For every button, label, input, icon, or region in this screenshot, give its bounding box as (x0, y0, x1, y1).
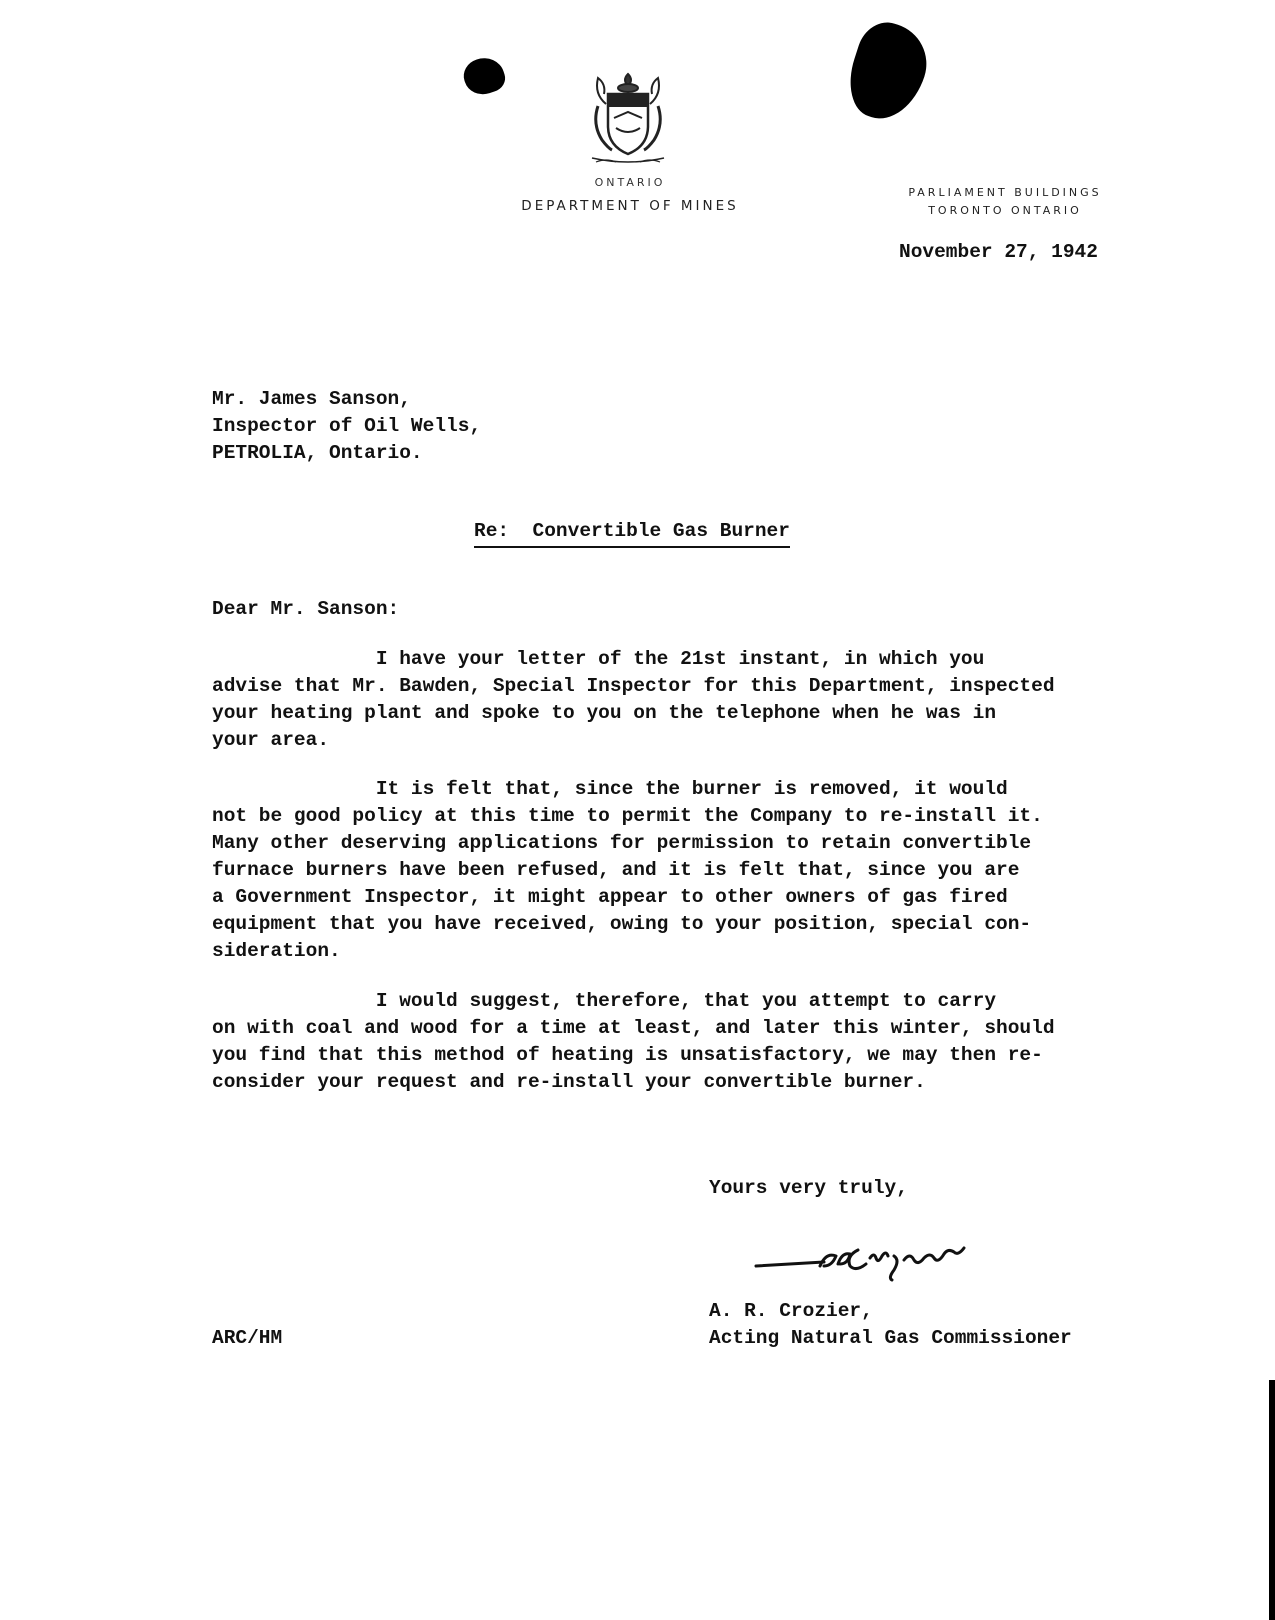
paragraph-1 (212, 646, 1055, 754)
handwritten-signature (754, 1238, 990, 1282)
recipient-line: PETROLIA, Ontario. (212, 442, 423, 464)
ontario-coat-of-arms-icon (578, 66, 678, 172)
subject-line: Re: Convertible Gas Burner (474, 518, 790, 548)
salutation: Dear Mr. Sanson: (212, 598, 400, 620)
body-line: not be good policy at this time to permit the Company to re-install it. (212, 805, 1043, 827)
ink-blot-right (839, 15, 937, 129)
paragraph-3 (212, 988, 1055, 1096)
letterhead-address-line1: PARLIAMENT BUILDINGS (908, 186, 1102, 199)
body-line: furnace burners have been refused, and it is felt that, since you are (212, 859, 1020, 881)
signer-title: Acting Natural Gas Commissioner (709, 1327, 1072, 1349)
body-line: on with coal and wood for a time at least, and later this winter, should (212, 1017, 1055, 1039)
signer-block (709, 1298, 1072, 1352)
paragraph-2 (212, 776, 1043, 965)
body-line: a Government Inspector, it might appear to other owners of gas fired (212, 886, 1008, 908)
letterhead-address-line2: TORONTO ONTARIO (928, 204, 1082, 217)
body-line: It is felt that, since the burner is removed, it would (212, 778, 1008, 800)
reference-initials: ARC/HM (212, 1327, 283, 1349)
letterhead-province: ONTARIO (594, 176, 666, 189)
body-line: consider your request and re-install your convertible burner. (212, 1071, 926, 1093)
body-line: your area. (212, 729, 330, 751)
ink-blot-left (459, 53, 508, 100)
body-line: advise that Mr. Bawden, Special Inspector for this Department, inspected (212, 675, 1055, 697)
body-line: I would suggest, therefore, that you attempt to carry (212, 990, 997, 1012)
body-line: I have your letter of the 21st instant, in which you (212, 648, 985, 670)
body-line: Many other deserving applications for permission to retain convertible (212, 832, 1032, 854)
signer-name: A. R. Crozier, (709, 1300, 873, 1322)
body-line: your heating plant and spoke to you on the telephone when he was in (212, 702, 997, 724)
scan-edge-mark (1269, 1380, 1275, 1620)
recipient-line: Inspector of Oil Wells, (212, 415, 482, 437)
letter-date: November 27, 1942 (899, 241, 1098, 263)
recipient-line: Mr. James Sanson, (212, 388, 411, 410)
body-line: you find that this method of heating is unsatisfactory, we may then re- (212, 1044, 1043, 1066)
body-line: sideration. (212, 940, 341, 962)
body-line: equipment that you have received, owing to your position, special con- (212, 913, 1032, 935)
recipient-address (212, 386, 481, 467)
letterhead-department: DEPARTMENT OF MINES (521, 198, 739, 214)
complimentary-close: Yours very truly, (709, 1177, 908, 1199)
